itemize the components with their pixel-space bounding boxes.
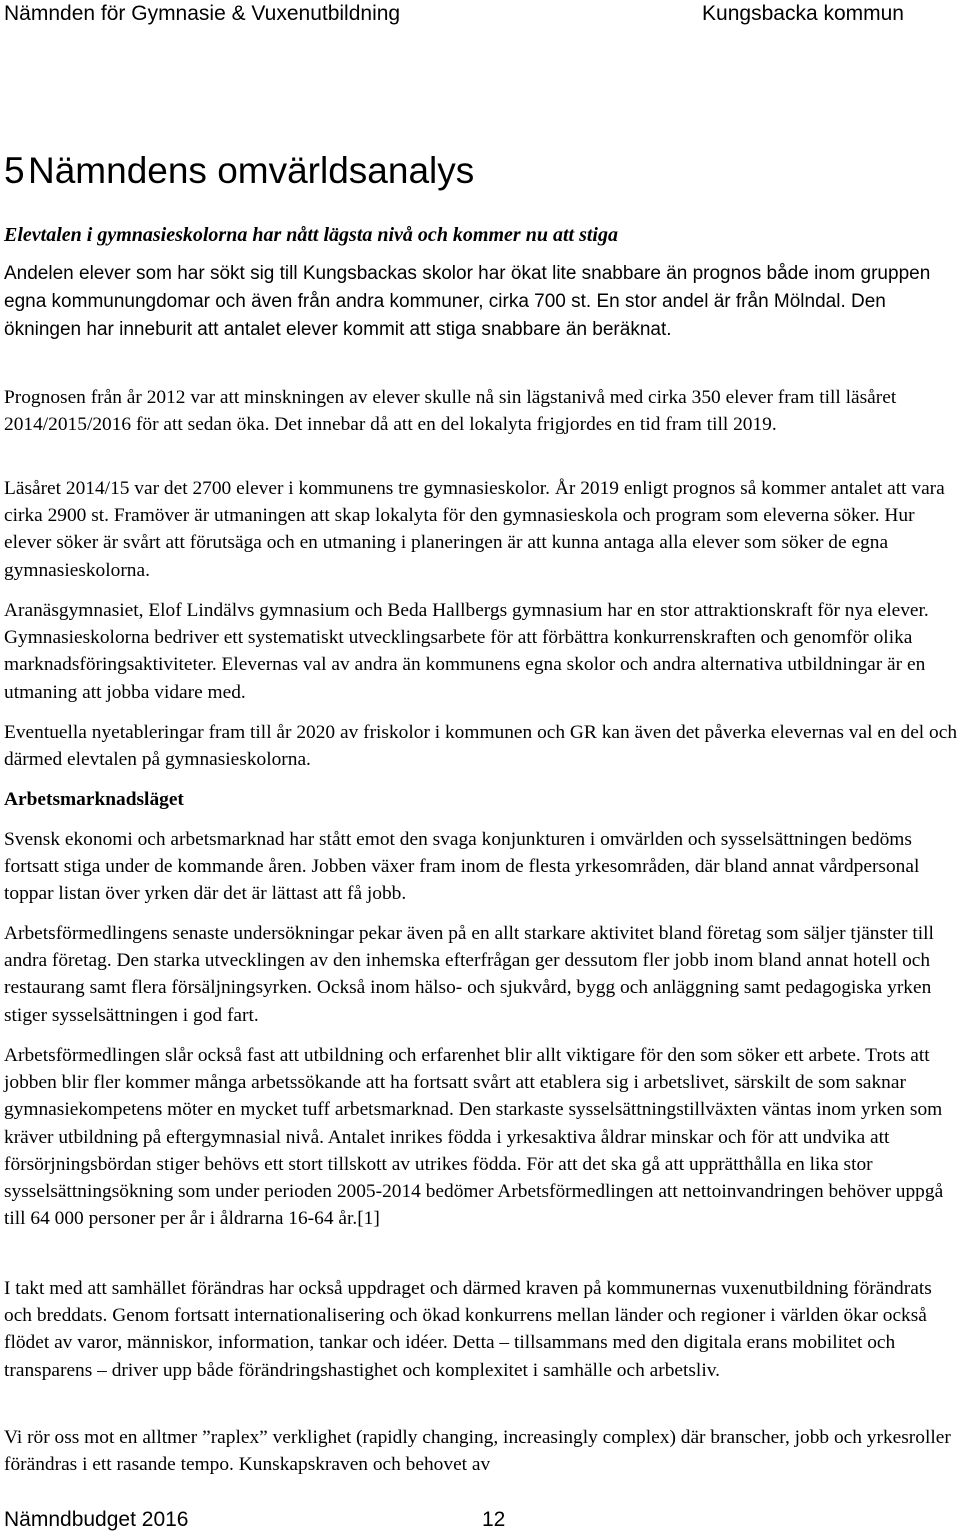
footer-title: Nämndbudget 2016: [4, 1508, 189, 1531]
page-number: 12: [482, 1508, 506, 1531]
section-paragraph-4: I takt med att samhället förändras har också uppdraget och därmed kraven på kommunernas vuxenutbildning förändrats och breddats. Genom fortsatt internationalisering och ökad konkurrens mellan länder och regioner i världen ökar också flödet av varor, människor, information, tankar och idéer. Detta – tillsammans med den digitala erans mobilitet och transparens – driver upp både förändringshastighet och komplexitet i samhälle och arbetsliv.: [4, 1278, 932, 1381]
section-heading: Arbetsmarknadsläget: [4, 789, 184, 810]
section-paragraph-1: Svensk ekonomi och arbetsmarknad har stått emot den svaga konjunkturen i omvärlden och sysselsättningen bedöms fortsatt stiga under de kommande åren. Jobben växer fram inom de flesta yrkesområden, där bland annat vårdpersonal toppar listan över yrken där det är lättast att få jobb.: [4, 829, 920, 905]
paragraph-2: Prognosen från år 2012 var att minskningen av elever skulle nå sin lägstanivå med cirka 350 elever fram till läsåret 2014/2015/2016 för att sedan öka. Det innebar då att en del lokalyta frigjordes en tid fram till 2019.: [4, 387, 897, 436]
section-paragraph-5: Vi rör oss mot en alltmer ”raplex” verklighet (rapidly changing, increasingly complex) där branscher, jobb och yrkesroller förändras i ett rasande tempo. Kunskapskraven och behovet av: [4, 1427, 951, 1476]
paragraph-5: Eventuella nyetableringar fram till år 2020 av friskolor i kommunen och GR kan även det påverka elevernas val en del och därmed elevtalen på gymnasieskolorna.: [4, 722, 958, 771]
title-text: Nämndens omvärldsanalys: [28, 150, 475, 191]
paragraph-4: Aranäsgymnasiet, Elof Lindälvs gymnasium och Beda Hallbergs gymnasium har en stor attraktionskraft för nya elever. Gymnasieskolorna bedriver ett systematiskt utvecklingsarbete för att förbättra konkurrenskraften och genomför olika marknadsföringsaktiviteter. Elevernas val av andra än kommunens egna skolor och andra alternativa utbildningar är en utmaning att jobba vidare med.: [4, 600, 929, 703]
section-paragraph-2: Arbetsförmedlingens senaste undersökningar pekar även på en allt starkare aktivitet bland företag som säljer tjänster till andra företag. Den starka utvecklingen av den inhemska efterfrågan ger dessutom fler jobb inom bland annat hotell och restaurang samt flera försäljningsyrken. Också inom hälso- och sjukvård, bygg och anläggning samt pedagogiska yrken stiger sysselsättningen i god fart.: [4, 923, 934, 1026]
paragraph-1: Andelen elever som har sökt sig till Kungsbackas skolor har ökat lite snabbare än prognos både inom gruppen egna kommunungdomar och även från andra kommuner, cirka 700 st. En stor andel är från Mölndal. Den ökningen har inneburit att antalet elever kommit att stiga snabbare än beräknat.: [4, 263, 931, 340]
subtitle: Elevtalen i gymnasieskolorna har nått lägsta nivå och kommer nu att stiga: [4, 224, 618, 246]
page-title: [4, 150, 474, 192]
section-paragraph-3: Arbetsförmedlingen slår också fast att utbildning och erfarenhet blir allt viktigare för den som söker ett arbete. Trots att jobben blir fler kommer många arbetssökande att ha fortsatt svårt att etablera sig i arbetslivet, särskilt de som saknar gymnasiekompetens möter en mycket tuff arbetsmarknad. Den starkaste sysselsättningstillväxten väntas inom yrken som kräver utbildning på eftergymnasial nivå. Antalet inrikes födda i yrkesaktiva åldrar minskar och för att undvika att försörjningsbördan stiger behövs ett stort tillskott av utrikes födda. För att det ska gå att upprätthålla en lika stor sysselsättningsökning som under perioden 2005-2014 bedömer Arbetsförmedlingen att nettoinvandringen behöver uppgå till 64 000 personer per år i åldrarna 16-64 år.[1]: [4, 1045, 944, 1230]
title-number: 5: [4, 150, 25, 191]
header-left: Nämnden för Gymnasie & Vuxenutbildning: [4, 2, 401, 25]
paragraph-3: Läsåret 2014/15 var det 2700 elever i kommunens tre gymnasieskolor. År 2019 enligt prognos så kommer antalet att vara cirka 2900 st. Framöver är utmaningen att skap lokalyta för den gymnasieskola och program som eleverna söker. Hur elever söker är svårt att förutsäga och en utmaning i planeringen är att kunna antaga alla elever som söker de egna gymnasieskolorna.: [4, 478, 945, 581]
header-right: Kungsbacka kommun: [702, 2, 904, 25]
